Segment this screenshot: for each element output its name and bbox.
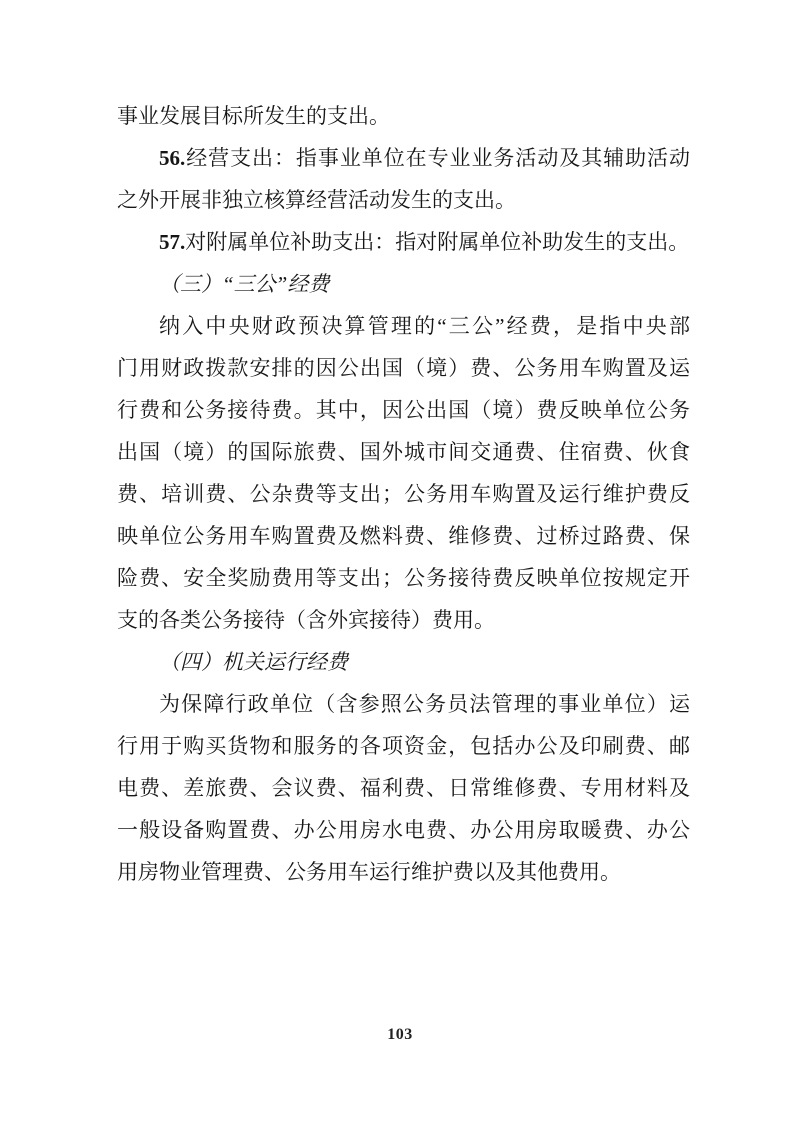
- text-line: 行用于购买货物和服务的各项资金，包括办公及印刷费、邮: [117, 734, 690, 758]
- section-heading: （四）机关运行经费: [159, 650, 348, 674]
- text-line: 支的各类公务接待（含外宾接待）费用。: [117, 608, 495, 632]
- text-line: 事业发展目标所发生的支出。: [117, 104, 390, 128]
- text-line: 出国（境）的国际旅费、国外城市间交通费、住宿费、伙食: [117, 440, 690, 464]
- text-line: 门用财政拨款安排的因公出国（境）费、公务用车购置及运: [117, 356, 690, 380]
- item-number: 56.: [159, 146, 186, 170]
- document-body: [117, 95, 690, 893]
- text-line: 险费、安全奖励费用等支出；公务接待费反映单位按规定开: [117, 566, 690, 590]
- section-heading: （三）“三公”经费: [159, 272, 330, 296]
- text-line: 费、培训费、公杂费等支出；公务用车购置及运行维护费反: [117, 482, 690, 506]
- item-number: 57.: [159, 230, 186, 254]
- text-line: 映单位公务用车购置费及燃料费、维修费、过桥过路费、保: [117, 524, 690, 548]
- text-line: [117, 137, 690, 179]
- text-line: [117, 221, 690, 263]
- text-segment: 对附属单位补助支出：指对附属单位补助发生的支出。: [185, 230, 690, 254]
- text-line: 行费和公务接待费。其中，因公出国（境）费反映单位公务: [117, 398, 690, 422]
- page-number: 103: [387, 1026, 413, 1043]
- text-line: 为保障行政单位（含参照公务员法管理的事业单位）运: [159, 692, 690, 716]
- text-segment: 经营支出：指事业单位在专业业务活动及其辅助活动: [185, 146, 690, 170]
- text-line: 之外开展非独立核算经营活动发生的支出。: [117, 188, 516, 212]
- text-line: 电费、差旅费、会议费、福利费、日常维修费、专用材料及: [117, 776, 690, 800]
- text-line: 用房物业管理费、公务用车运行维护费以及其他费用。: [117, 860, 621, 884]
- text-line: 纳入中央财政预决算管理的“三公”经费，是指中央部: [159, 314, 690, 338]
- text-line: 一般设备购置费、办公用房水电费、办公用房取暖费、办公: [117, 818, 690, 842]
